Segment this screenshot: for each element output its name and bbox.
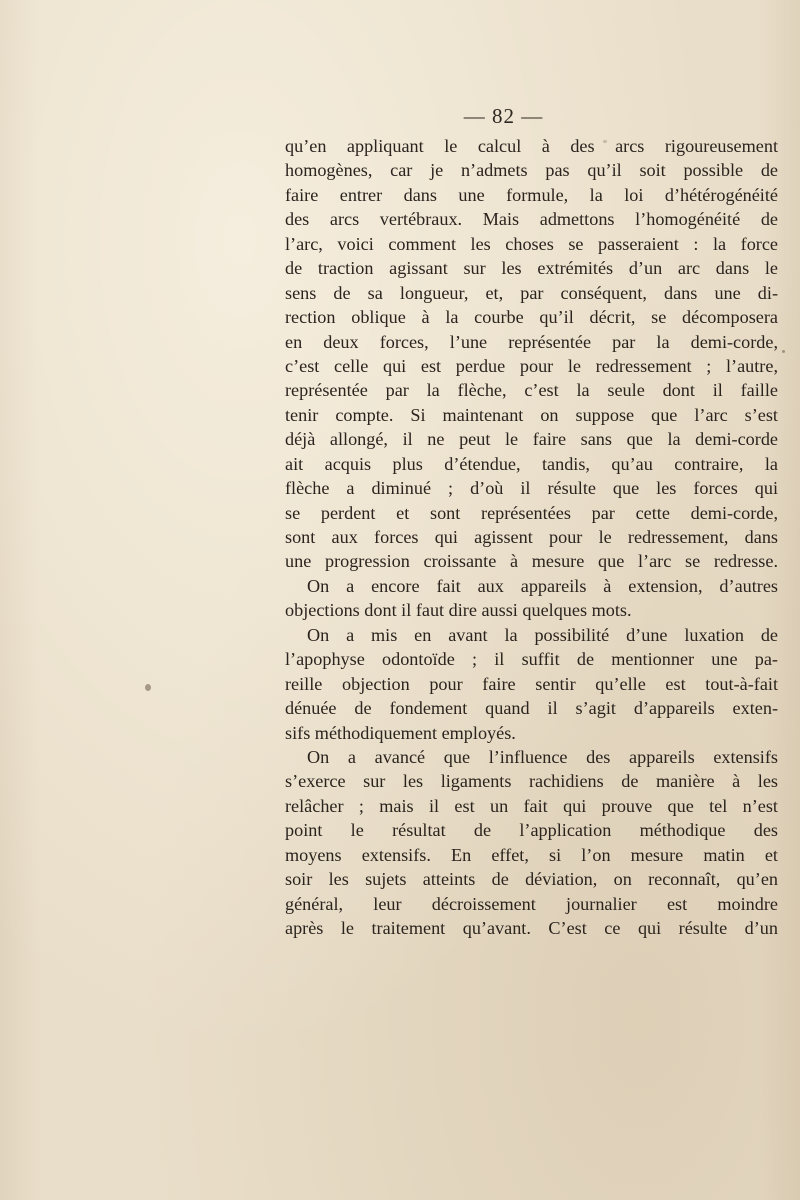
text-line: s’exerce sur les ligaments rachidiens de manière à les — [285, 771, 778, 792]
text-line: c’est celle qui est perdue pour le redressement ; l’autre, — [285, 355, 778, 376]
text-line: On a mis en avant la possibilité d’une luxation de — [307, 624, 778, 645]
text-line: représentée par la flèche, c’est la seule dont il faille — [285, 380, 778, 401]
text-line: faire entrer dans une formule, la loi d’hétérogénéité — [285, 184, 778, 205]
text-line: qu’en appliquant le calcul à des arcs rigoureusement — [285, 136, 778, 156]
text-line: flèche a diminué ; d’où il résulte que les forces qui — [285, 478, 778, 499]
text-line: en deux forces, l’une représentée par la demi-corde, — [285, 331, 778, 352]
text-line: sens de sa longueur, et, par conséquent, dans une di- — [285, 282, 778, 303]
text-line: sifs méthodiquement employés. — [285, 722, 516, 743]
text-line: homogènes, car je n’admets pas qu’il soit possible de — [285, 160, 778, 181]
text-line: moyens extensifs. En effet, si l’on mesure matin et — [285, 844, 778, 865]
text-line: des arcs vertébraux. Mais admettons l’homogénéité de — [285, 209, 778, 230]
body-text — [285, 134, 778, 940]
text-line: se perdent et sont représentées par cette demi-corde, — [285, 502, 778, 523]
text-line: dénuée de fondement quand il s’agit d’appareils exten- — [285, 698, 778, 719]
text-line: point le résultat de l’application méthodique des — [285, 820, 778, 841]
text-line: objections dont il faut dire aussi quelques mots. — [285, 600, 632, 621]
page-number: — 82 — — [463, 104, 544, 128]
text-line: On a encore fait aux appareils à extension, d’autres — [307, 575, 778, 596]
text-line: reille objection pour faire sentir qu’elle est tout-à-fait — [285, 673, 778, 694]
text-line: On a avancé que l’influence des appareils extensifs — [307, 746, 778, 767]
text-line: l’arc, voici comment les choses se passeraient : la force — [285, 233, 778, 254]
text-line: rection oblique à la courbe qu’il décrit, se décomposera — [285, 307, 778, 328]
text-line: relâcher ; mais il est un fait qui prouve que tel n’est — [285, 795, 778, 816]
text-line: ait acquis plus d’étendue, tandis, qu’au contraire, la — [285, 453, 778, 474]
text-line: soir les sujets atteints de déviation, on reconnaît, qu’en — [285, 869, 778, 890]
text-line: après le traitement qu’avant. C’est ce qui résulte d’un — [285, 918, 778, 938]
text-line: l’apophyse odontoïde ; il suffit de mentionner une pa- — [285, 649, 778, 670]
ink-speck — [603, 140, 607, 143]
text-line: général, leur décroissement journalier est moindre — [285, 893, 778, 914]
text-line: déjà allongé, il ne peut le faire sans que la demi-corde — [285, 429, 778, 450]
ink-speck — [145, 684, 151, 691]
text-line: une progression croissante à mesure que l’arc se redresse. — [285, 551, 778, 572]
text-line: tenir compte. Si maintenant on suppose que l’arc s’est — [285, 404, 778, 425]
text-line: de traction agissant sur les extrémités d’un arc dans le — [285, 258, 778, 279]
text-line: sont aux forces qui agissent pour le redressement, dans — [285, 527, 778, 547]
ink-speck — [782, 350, 785, 353]
